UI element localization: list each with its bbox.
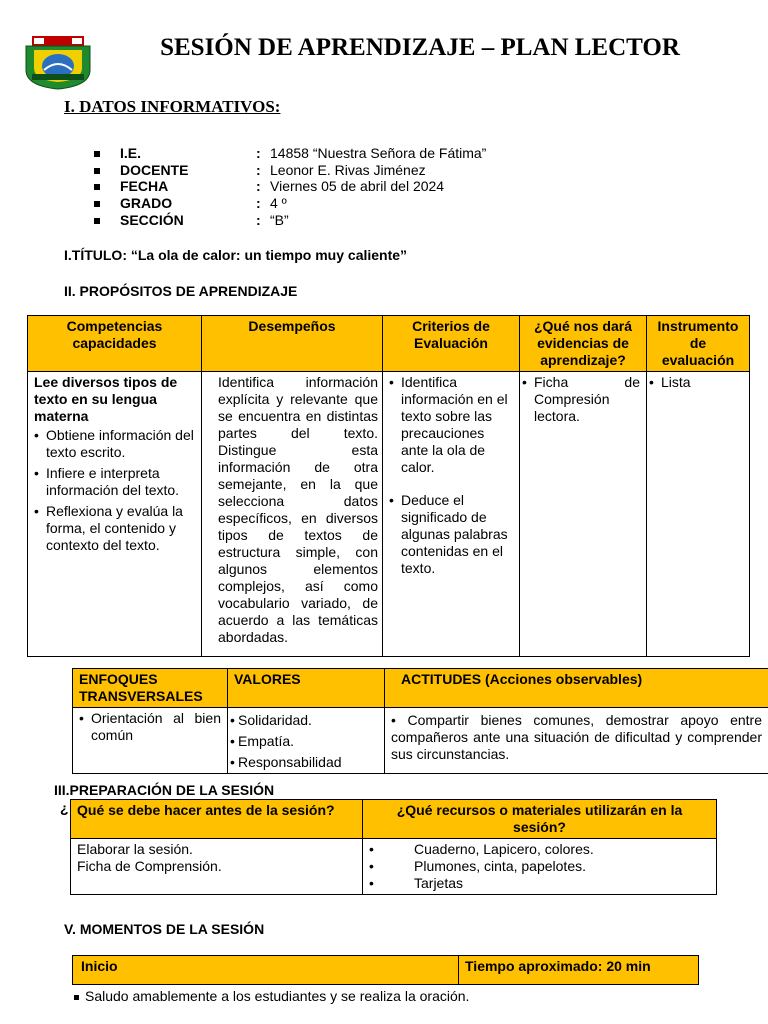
tiempo-label: Tiempo aproximado: 20 min [465,958,651,974]
list-item: • Plumones, cinta, papelotes. [369,858,586,874]
info-label: I.E. [120,145,142,161]
square-bullet-icon [94,218,100,224]
list-item: • Empatía. [230,733,378,750]
valores-list [230,712,378,771]
header-enfoques: ENFOQUES TRANSVERSALES [73,669,228,708]
criterios-cell [383,372,520,657]
list-item: • Lista [649,374,743,391]
inicio-box [72,955,460,985]
actitud-text: Compartir bienes comunes, demostrar apoyo entre compañeros ante una situación de dificultad y comprender sus circunstancias. [391,712,762,762]
square-bullet-icon [94,168,100,174]
header-competencias: Competencias capacidades [28,316,202,372]
evidencia-cell [520,372,647,657]
list-item: Ficha de Comprensión. [77,858,222,874]
header-criterios: Criterios de Evaluación [383,316,520,372]
list-item: • Solidaridad. [230,712,378,729]
info-value: 14858 “Nuestra Señora de Fátima” [270,145,487,161]
criterios-list [389,374,513,577]
list-item: • Infiere e interpreta información del texto. [34,465,195,499]
list-item: • Cuaderno, Lapicero, colores. [369,841,594,857]
question-mark: ¿ [60,800,69,816]
info-label: SECCIÓN [120,212,184,228]
square-bullet-icon [94,184,100,190]
square-bullet-icon [74,995,79,1000]
list-item: • Identifica información en el texto sobre las precauciones ante la ola de calor. [389,374,513,476]
square-bullet-icon [94,151,100,157]
competencia-title: Lee diversos tipos de texto en su lengua materna [34,374,178,424]
header-valores: VALORES [228,669,385,708]
section-preparacion-heading: III.PREPARACIÓN DE LA SESIÓN [54,782,275,798]
info-value: “B” [270,212,289,228]
header-desempenos: Desempeños [202,316,383,372]
header-antes: Qué se debe hacer antes de la sesión? [71,800,363,839]
school-crest-logo [20,34,96,90]
list-item: • Reflexiona y evalúa la forma, el contenido y contexto del texto. [34,503,195,554]
header-evidencias: ¿Qué nos dará evidencias de aprendizaje? [520,316,647,372]
list-item: • Responsabilidad [230,754,378,771]
section-propositos-heading: II. PROPÓSITOS DE APRENDIZAJE [64,283,298,299]
section-datos-heading: I. DATOS INFORMATIVOS: [64,97,281,116]
section-momentos-heading: V. MOMENTOS DE LA SESIÓN [64,921,265,937]
antes-cell [71,839,363,895]
header-actitudes: ACTITUDES (Acciones observables) [385,669,768,708]
square-bullet-icon [94,201,100,207]
preparacion-table [70,799,717,895]
info-value: 4 º [270,195,287,211]
propositos-table [27,315,750,657]
tiempo-box [458,955,699,985]
valores-cell [228,708,385,774]
list-item: Saludo amablemente a los estudiantes y se realiza la oración. [74,988,469,1004]
enfoque-cell [73,708,228,774]
recursos-cell [363,839,717,895]
info-label: DOCENTE [120,162,189,178]
info-value: Leonor E. Rivas Jiménez [270,162,426,178]
desempeno-cell: Identifica información explícita y relevante que se encuentra en distintas partes del texto. Distingue esta información de otra semejante, en la que selecciona datos específicos, en diversos tipos de textos de estructura simple, con algunos elementos complejos, así como vocabulario variado, de acuerdo a las temáticas abordadas. [202,372,383,657]
list-item: • Ficha de Compresión lectora. [522,374,640,425]
info-label: FECHA [120,178,169,194]
list-item: • Orientación al bien común [79,710,221,744]
list-item: • Tarjetas [369,875,464,891]
info-label: GRADO [120,195,173,211]
list-item: • Obtiene información del texto escrito. [34,427,195,461]
enfoques-table [72,668,768,774]
header-recursos: ¿Qué recursos o materiales utilizarán en la sesión? [363,800,717,839]
inicio-label: Inicio [81,958,118,974]
list-item: • Deduce el significado de algunas palabras contenidas en el texto. [389,492,513,577]
header-instrumento: Instrumento de evaluación [647,316,750,372]
actitud-cell: • Compartir bienes comunes, demostrar apoyo entre compañeros ante una situación de dificultad y comprender sus circunstancias. [385,708,768,774]
page-title: SESIÓN DE APRENDIZAJE – PLAN LECTOR [160,34,680,61]
capacidades-list [34,427,195,554]
session-title: I.TÍTULO: “La ola de calor: un tiempo muy caliente” [64,247,408,263]
instrumento-cell [647,372,750,657]
competencias-cell [28,372,202,657]
list-item: Elaborar la sesión. [77,841,193,857]
info-value: Viernes 05 de abril del 2024 [270,178,445,194]
